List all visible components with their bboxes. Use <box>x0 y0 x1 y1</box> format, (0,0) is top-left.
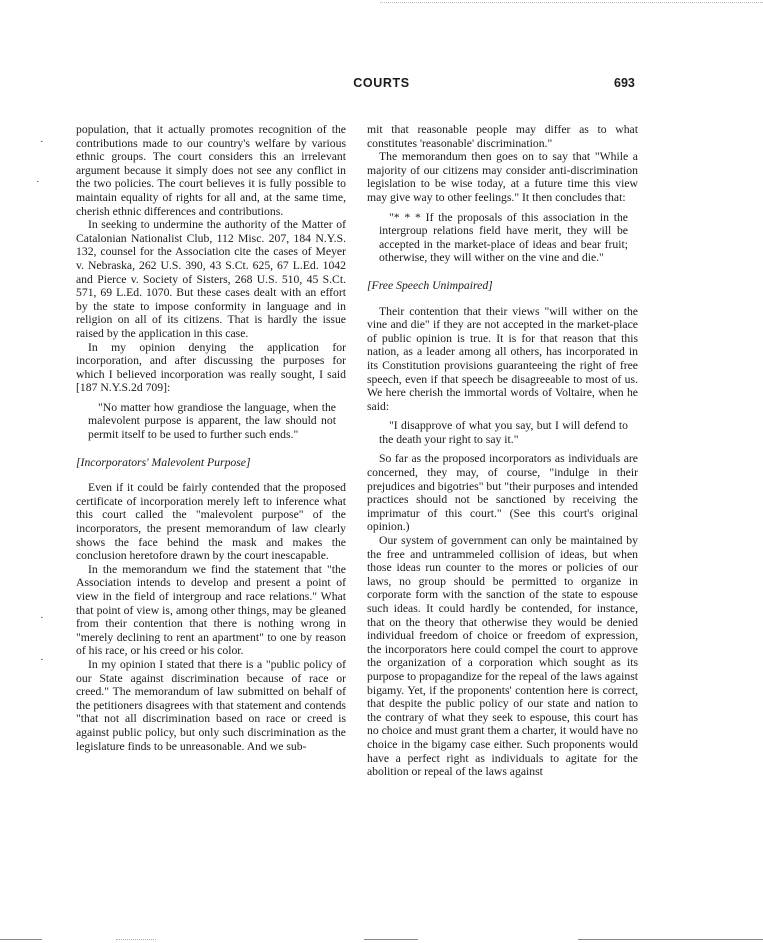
running-head: COURTS <box>353 76 410 90</box>
right-column <box>367 123 638 779</box>
bottom-edge-dots <box>116 939 156 940</box>
paragraph: In seeking to undermine the authority of the Matter of Catalonian Nationalist Club, 112 Misc. 207, 184 N.Y.S. 132, counsel for the Association cite the cases of Meyer v. Nebraska, 262 U.S. 390, 43 S.Ct. 625, 67 L.Ed. 1042 and Pierce v. Society of Sisters, 268 U.S. 510, 45 S.Ct. 571, 69 L.Ed. 1070. But these cases dealt with an effort by the state to impose conformity in language and in religion on all of its citizens. That is hardly the issue raised by the application in this case. <box>76 218 346 340</box>
block-quote: "No matter how grandiose the language, when the malevolent purpose is apparent, the law should not permit itself to be used to further such ends." <box>88 400 336 442</box>
paragraph: In my opinion denying the application for incorporation, and after discussing the purposes for which I believed incorporation was really sought, I said [187 N.Y.S.2d 709]: <box>76 340 346 395</box>
bottom-edge-line <box>578 939 763 940</box>
paragraph: mit that reasonable people may differ as to what constitutes 'reasonable' discrimination." <box>367 123 638 150</box>
bottom-edge-line <box>364 939 418 940</box>
section-heading: [Free Speech Unimpaired] <box>367 278 493 292</box>
paragraph: Their contention that their views "will wither on the vine and die" if they are not accepted in the market-place of public opinion is true. It is for that reason that this nation, as a leader among all others, has incorporated in its Constitution provisions guaranteeing the right of free speech, even if that speech be disagreeable to most of us. We here cherish the immortal words of Voltaire, when he said: <box>367 304 638 413</box>
paragraph: The memorandum then goes on to say that "While a majority of our citizens may consider anti-discrimination legislation to be wise today, at a future time this view may give way to other feelings." It then concludes that: <box>367 150 638 204</box>
paragraph: So far as the proposed incorporators as individuals are concerned, they may, of course, "indulge in their prejudices and bigotries" but "their purposes and intended practices should not be sanctioned by receiving the imprimatur of this court." (See this court's original opinion.) <box>367 452 638 534</box>
paragraph: In the memorandum we find the statement that "the Association intends to develop and present a point of view in the field of intergroup and race relations." What that point of view is, among other things, may be gleaned from their contention that there is nothing wrong in "merely declining to rent an apartment" to one by reason of his race, or his creed or his color. <box>76 562 346 658</box>
margin-mark: · <box>36 176 40 188</box>
block-quote: "I disapprove of what you say, but I will defend to the death your right to say it." <box>379 419 628 446</box>
margin-mark: · <box>40 654 44 666</box>
left-column <box>76 123 346 753</box>
block-quote: "* * * If the proposals of this association in the intergroup relations field have merit, they will be accepted in the market-place of ideas and bear fruit; otherwise, they will wither on the vine and die." <box>379 210 628 265</box>
paragraph: Our system of government can only be maintained by the free and untrammeled collision of ideas, but when those ideas run counter to the mores or policies of our laws, no group should be permitted to organize in corporate form with the sanction of the state to espouse such ideas. It could hardly be contended, for instance, that on the theory that otherwise they would be denied individual freedom of choice or freedom of expression, the incorporators here could compel the court to approve the organization of a corporation which sought as its purpose to propagandize for the repeal of the laws against bigamy. Yet, if the proponents' contention here is correct, that despite the public policy of our state and nation to the contrary of what they seek to espouse, this court has no choice and must grant them a charter, it would have no choice in the bigamy case either. Such proponents would have a perfect right as individuals to agitate for the abolition or repeal of the laws against <box>367 534 638 779</box>
paragraph: population, that it actually promotes recognition of the contributions made to our country's welfare by various ethnic groups. The court considers this an irrelevant argument because it simply does not see any conflict in the two policies. The court believes it is fully possible to maintain equality of rights for all and, at the same time, cherish ethnic differences and contributions. <box>76 123 346 218</box>
paragraph: Even if it could be fairly contended that the proposed certificate of incorporation merely left to inference what this court called the "malevolent purpose" of the incorporators, the present memorandum of law clearly shows the face behind the mask and makes the conclusion heretofore drawn by the court inescapable. <box>76 481 346 563</box>
section-heading: [Incorporators' Malevolent Purpose] <box>76 455 251 469</box>
margin-mark: · <box>40 612 44 624</box>
margin-mark: · <box>40 136 44 148</box>
bottom-edge-line <box>0 939 42 940</box>
paragraph: In my opinion I stated that there is a "public policy of our State against discrimination because of race or creed." The memorandum of law submitted on behalf of the petitioners disagrees with that statement and contends "that not all discrimination based on race or creed is against public policy, but only such discrimination as the legislature finds to be unreasonable. And we sub- <box>76 657 346 753</box>
page-number: 693 <box>614 76 635 90</box>
top-edge-dots <box>380 2 763 3</box>
